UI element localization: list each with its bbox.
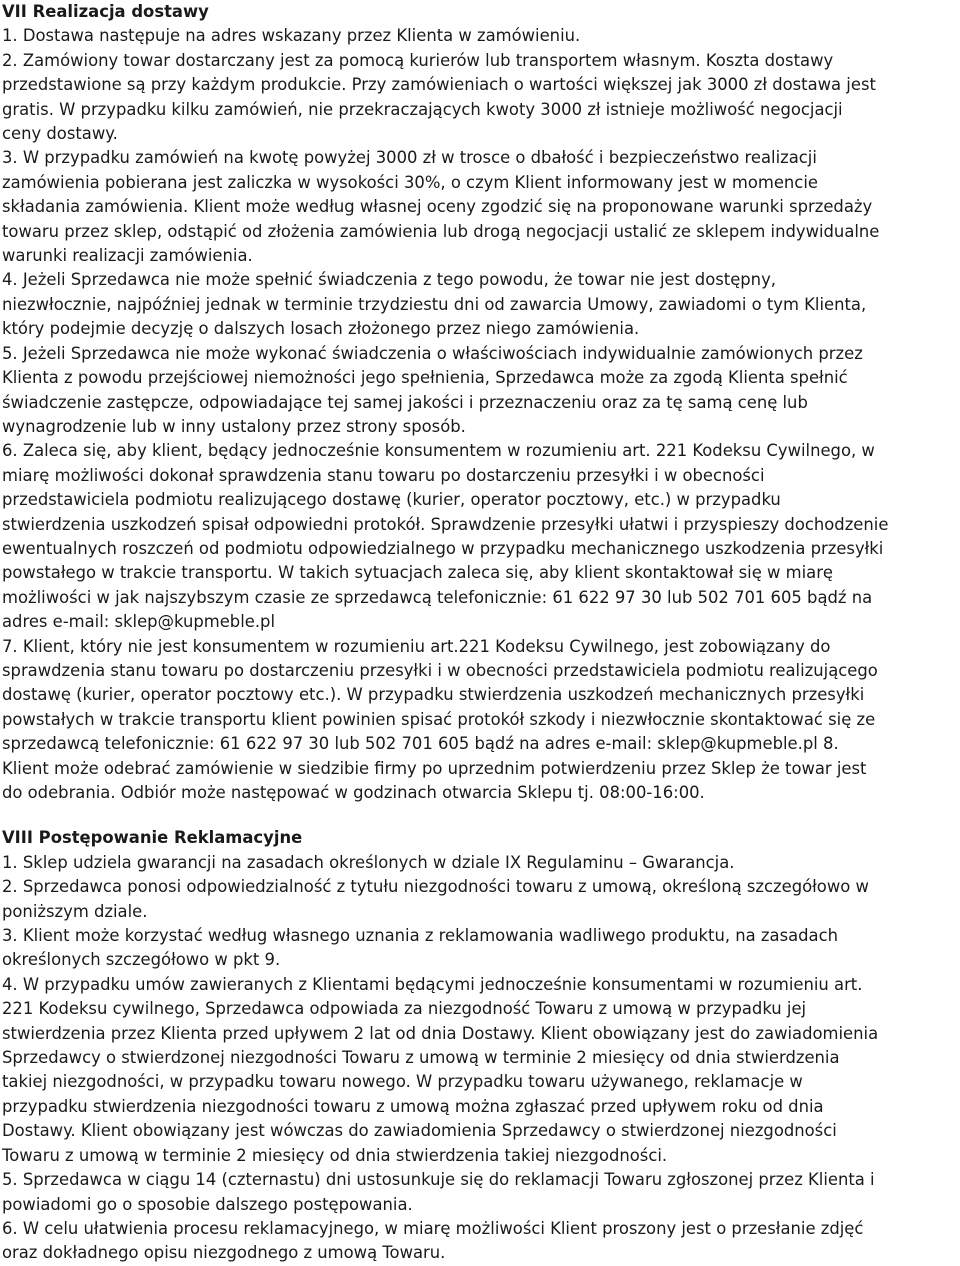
list-item	[2, 851, 958, 875]
text-line: niezwłocznie, najpóźniej jednak w terminie trzydziestu dni od zawarcia Umowy, zawiadomi o tym Klienta,	[2, 294, 867, 314]
text-line: adres e-mail: sklep@kupmeble.pl	[2, 612, 276, 632]
text-line: wynagrodzenie lub w inny ustalony przez strony sposób.	[2, 416, 466, 436]
text-line: oraz dokładnego opisu niezgodnego z umową Towaru.	[2, 1243, 446, 1263]
text-line: 1. Sklep udziela gwarancji na zasadach określonych w dziale IX Regulaminu – Gwarancja.	[2, 852, 735, 872]
text-line: 4. Jeżeli Sprzedawca nie może spełnić świadczenia z tego powodu, że towar nie jest dostępny,	[2, 270, 776, 290]
text-line: 3. W przypadku zamówień na kwotę powyżej 3000 zł w trosce o dbałość i bezpieczeństwo realizacji	[2, 148, 817, 168]
text-line: powiadomi go o sposobie dalszego postępowania.	[2, 1194, 413, 1214]
document	[2, 0, 958, 1266]
list-item	[2, 439, 958, 634]
text-line: 3. Klient może korzystać według własnego uznania z reklamowania wadliwego produktu, na zasadach	[2, 926, 839, 946]
text-line: 5. Jeżeli Sprzedawca nie może wykonać świadczenia o właściwościach indywidualnie zamówionych przez	[2, 343, 863, 363]
text-line: Klienta z powodu przejściowej niemożności jego spełnienia, Sprzedawca może za zgodą Klienta spełnić	[2, 368, 848, 388]
text-line: stwierdzenia przez Klienta przed upływem 2 lat od dnia Dostawy. Klient obowiązany jest do zawiadomienia	[2, 1023, 879, 1043]
text-line: ceny dostawy.	[2, 124, 118, 144]
text-line: stwierdzenia uszkodzeń spisał odpowiedni protokół. Sprawdzenie przesyłki ułatwi i przyspieszy dochodzenie	[2, 514, 889, 534]
text-line: 4. W przypadku umów zawieranych z Klientami będącymi jednocześnie konsumentami w rozumieniu art.	[2, 974, 863, 994]
list-item	[2, 146, 958, 268]
text-line: który podejmie decyzję o dalszych losach złożonego przez niego zamówienia.	[2, 319, 640, 339]
text-line: do odebrania. Odbiór może następować w godzinach otwarcia Sklepu tj. 08:00-16:00.	[2, 783, 705, 802]
list-item	[2, 875, 958, 924]
list-item	[2, 924, 958, 973]
text-line: powstałych w trakcie transportu klient powinien spisać protokół szkody i niezwłocznie skontaktować się ze	[2, 709, 876, 729]
text-line: Klient może odebrać zamówienie w siedzibie firmy po uprzednim potwierdzeniu przez Sklep że towar jest	[2, 758, 867, 778]
text-line: 7. Klient, który nie jest konsumentem w rozumieniu art.221 Kodeksu Cywilnego, jest zobowiązany do	[2, 636, 831, 656]
text-line: składania zamówienia. Klient może według własnej oceny zgodzić się na proponowane warunki sprzedaży	[2, 197, 873, 217]
text-line: 221 Kodeksu cywilnego, Sprzedawca odpowiada za niezgodność Towaru z umową w przypadku jej	[2, 999, 807, 1019]
text-line: 5. Sprzedawca w ciągu 14 (czternastu) dni ustosunkuje się do reklamacji Towaru zgłoszonej przez Klienta i	[2, 1170, 875, 1190]
text-line: możliwości w jak najszybszym czasie ze sprzedawcą telefonicznie: 61 622 97 30 lub 502 701 605 bądź na	[2, 587, 873, 607]
text-line: 6. W celu ułatwienia procesu reklamacyjnego, w miarę możliwości Klient proszony jest o przesłanie zdjęć	[2, 1218, 864, 1238]
list-item	[2, 1217, 958, 1266]
text-line: Sprzedawcy o stwierdzonej niezgodności Towaru z umową w terminie 2 miesięcy od dnia stwierdzenia	[2, 1048, 840, 1068]
list-item	[2, 1168, 958, 1217]
list-item	[2, 973, 958, 1168]
list-item	[2, 49, 958, 147]
text-line: powstałego w trakcie transportu. W takich sytuacjach zaleca się, aby klient skontaktował się w miarę	[2, 563, 834, 583]
text-line: gratis. W przypadku kilku zamówień, nie przekraczających kwoty 3000 zł istnieje możliwość negocjacji	[2, 99, 843, 119]
text-line: sprzedawcą telefonicznie: 61 622 97 30 lub 502 701 605 bądź na adres e-mail: sklep@kupmeble.pl 8.	[2, 734, 839, 754]
text-line: 2. Sprzedawca ponosi odpowiedzialność z tytułu niezgodności towaru z umową, określoną szczegółowo w	[2, 877, 869, 897]
text-line: zamówienia pobierana jest zaliczka w wysokości 30%, o czym Klient informowany jest w momencie	[2, 172, 818, 192]
text-line: przypadku stwierdzenia niezgodności towaru z umową można zgłaszać przed upływem roku od dnia	[2, 1096, 824, 1116]
text-line: Towaru z umową w terminie 2 miesięcy od dnia stwierdzenia takiej niezgodności.	[2, 1145, 668, 1165]
section-heading: VII Realizacja dostawy	[2, 2, 209, 21]
text-line: miarę możliwości dokonał sprawdzenia stanu towaru po dostarczeniu przesyłki i w obecności	[2, 465, 765, 485]
text-line: świadczenie zastępcze, odpowiadające tej samej jakości i przeznaczeniu oraz za tę samą cenę lub	[2, 392, 808, 412]
text-line: warunki realizacji zamówienia.	[2, 246, 253, 266]
text-line: 6. Zaleca się, aby klient, będący jednocześnie konsumentem w rozumieniu art. 221 Kodeksu Cywilnego, w	[2, 441, 875, 461]
text-line: Dostawy. Klient obowiązany jest wówczas do zawiadomienia Sprzedawcy o stwierdzonej niezgodności	[2, 1121, 837, 1141]
text-line: towaru przez sklep, odstąpić od złożenia zamówienia lub drogą negocjacji ustalić ze sklepem indywidualne	[2, 221, 880, 241]
section-heading: VIII Postępowanie Reklamacyjne	[2, 828, 303, 848]
text-line: określonych szczegółowo w pkt 9.	[2, 950, 281, 970]
list-item	[2, 268, 958, 341]
list-item	[2, 24, 958, 48]
text-line: takiej niezgodności, w przypadku towaru nowego. W przypadku towaru używanego, reklamacje w	[2, 1072, 803, 1092]
list-item	[2, 635, 958, 806]
text-line: przedstawiciela podmiotu realizującego dostawę (kurier, operator pocztowy, etc.) w przypadku	[2, 490, 781, 510]
list-item	[2, 342, 958, 440]
text-line: dostawę (kurier, operator pocztowy etc.). W przypadku stwierdzenia uszkodzeń mechanicznych przesyłki	[2, 685, 865, 705]
text-line: sprawdzenia stanu towaru po dostarczeniu przesyłki i w obecności przedstawiciela podmiotu realizującego	[2, 660, 878, 680]
text-line: poniższym dziale.	[2, 901, 148, 921]
text-line: 2. Zamówiony towar dostarczany jest za pomocą kurierów lub transportem własnym. Koszta dostawy	[2, 50, 834, 70]
text-line: ewentualnych roszczeń od podmiotu odpowiedzialnego w przypadku mechanicznego uszkodzenia przesyłki	[2, 538, 884, 558]
text-line: 1. Dostawa następuje na adres wskazany przez Klienta w zamówieniu.	[2, 26, 581, 46]
text-line: przedstawione są przy każdym produkcie. Przy zamówieniach o wartości większej jak 3000 zł dostawa jest	[2, 75, 876, 95]
